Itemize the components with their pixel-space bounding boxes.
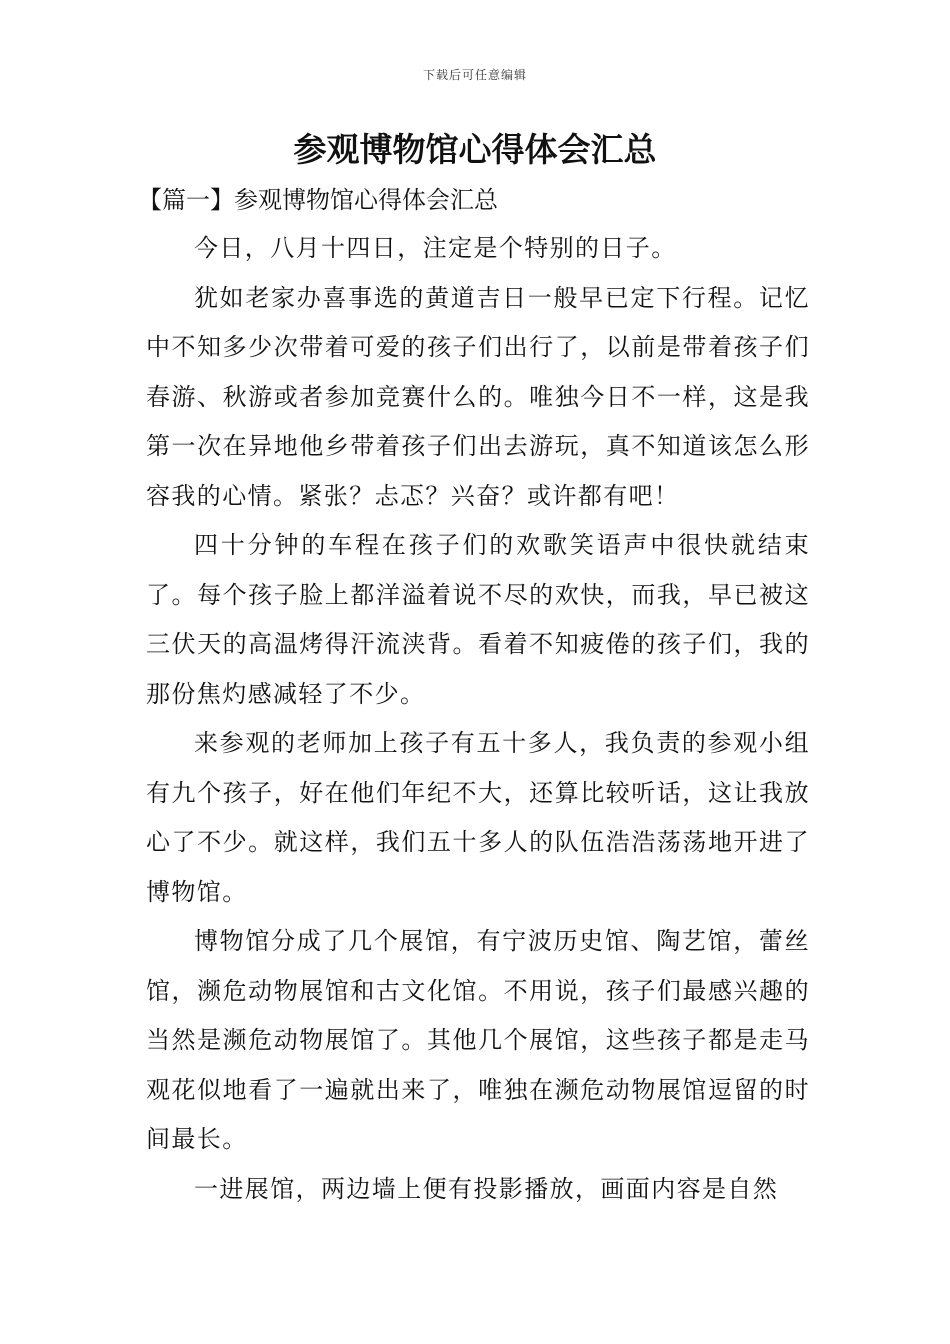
paragraph-5: 博物馆分成了几个展馆，有宁波历史馆、陶艺馆，蕾丝馆，濒危动物展馆和古文化馆。不用说，孩子们最感兴趣的当然是濒危动物展馆了。其他几个展馆，这些孩子都是走马观花似地看了一遍就出来了，唯独在濒危动物展馆逗留的时间最长。 — [146, 927, 810, 1153]
document-title: 参观博物馆心得体会汇总 — [293, 130, 657, 169]
section-heading: 【篇一】参观博物馆心得体会汇总 — [138, 186, 498, 214]
paragraph-4: 来参观的老师加上孩子有五十多人，我负责的参观小组有九个孩子，好在他们年纪不大，还算比较听话，这让我放心了不少。就这样，我们五十多人的队伍浩浩荡荡地开进了博物馆。 — [146, 729, 810, 906]
paragraph-6: 一进展馆，两边墙上便有投影播放，画面内容是自然 — [194, 1174, 779, 1203]
document-body — [138, 176, 810, 1214]
paragraph-2: 犹如老家办喜事选的黄道吉日一般早已定下行程。记忆中不知多少次带着可爱的孩子们出行了，以前是带着孩子们春游、秋游或者参加竞赛什么的。唯独今日不一样，这是我第一次在异地他乡带着孩子们出去游玩，真不知道该怎么形容我的心情。紧张？忐忑？兴奋？或许都有吧！ — [146, 283, 810, 510]
header-note: 下载后可任意编辑 — [422, 68, 527, 82]
paragraph-3: 四十分钟的车程在孩子们的欢歌笑语声中很快就结束了。每个孩子脸上都洋溢着说不尽的欢快，而我，早已被这三伏天的高温烤得汗流浃背。看着不知疲倦的孩子们，我的那份焦灼感减轻了不少。 — [146, 531, 810, 708]
paragraph-1: 今日，八月十四日，注定是个特别的日子。 — [194, 234, 677, 262]
